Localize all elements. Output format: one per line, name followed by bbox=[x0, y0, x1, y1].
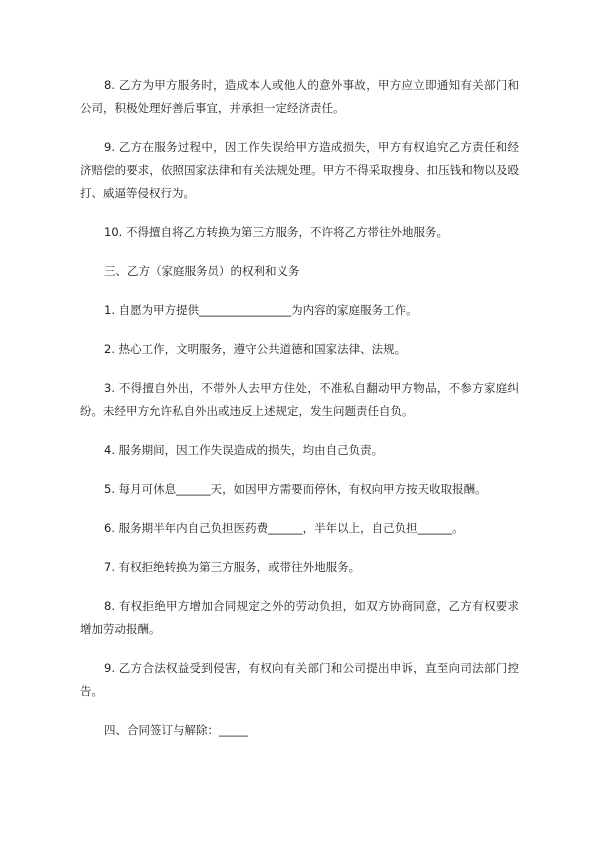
clause-2-8: 8. 乙方为甲方服务时，造成本人或他人的意外事故，甲方应立即通知有关部门和公司，积极处理好善后事宜，并承担一定经济责任。 bbox=[80, 78, 519, 115]
clause-3-3: 3. 不得擅自外出，不带外人去甲方住处，不准私自翻动甲方物品，不参方家庭纠纷。未经甲方允许私自外出或违反上述规定，发生问题责任自负。 bbox=[80, 381, 519, 418]
clause-3-4: 4. 服务期间，因工作失误造成的损失，均由自己负责。 bbox=[104, 443, 384, 457]
clause-2-10: 10. 不得擅自将乙方转换为第三方服务，不许将乙方带往外地服务。 bbox=[104, 225, 448, 239]
clause-3-7: 7. 有权拒绝转换为第三方服务，或带往外地服务。 bbox=[104, 560, 361, 574]
clause-2-9: 9. 乙方在服务过程中，因工作失误给甲方造成损失，甲方有权追究乙方责任和经济赔偿的要求，依照国家法律和有关法规处理。甲方不得采取搜身、扣压钱和物以及殴打、威逼等侵权行为。 bbox=[80, 140, 519, 200]
section-heading-3: 三、乙方（家庭服务员）的权利和义务 bbox=[104, 264, 300, 278]
clause-3-9: 9. 乙方合法权益受到侵害，有权向有关部门和公司提出申诉，直至向司法部门控告。 bbox=[80, 661, 519, 698]
clause-3-2: 2. 热心工作，文明服务，遵守公共道德和国家法律、法规。 bbox=[104, 342, 407, 356]
clause-3-8: 8. 有权拒绝甲方增加合同规定之外的劳动负担，如双方协商同意，乙方有权要求增加劳动报酬。 bbox=[80, 599, 519, 636]
section-heading-4: 四、合同签订与解除：_____ bbox=[104, 723, 248, 737]
clause-3-6: 6. 服务期半年内自己负担医药费______，半年以上，自己负担______。 bbox=[104, 521, 464, 535]
clause-3-1: 1. 自愿为甲方提供________________为内容的家庭服务工作。 bbox=[104, 303, 418, 317]
clause-3-5: 5. 每月可休息______天，如因甲方需要而停休，有权向甲方按天收取报酬。 bbox=[104, 482, 487, 496]
